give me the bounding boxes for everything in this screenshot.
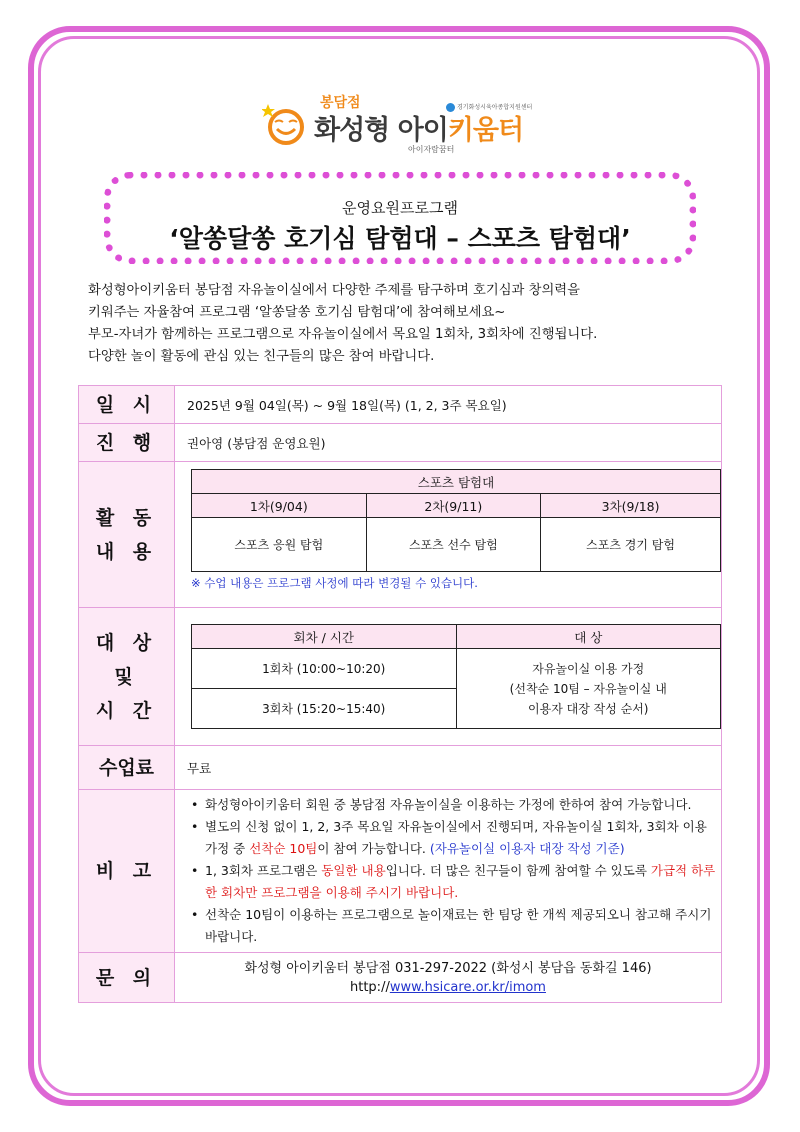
session-cell: 3차(9/18): [541, 494, 721, 518]
activity-sessions-row: [192, 494, 721, 518]
remarks-value: [175, 790, 722, 953]
org-logo-icon: [446, 103, 455, 112]
remark-text: 이 참여 가능합니다.: [317, 841, 430, 856]
contact-info: 화성형 아이키움터 봉담점 031-297-2022 (화성시 봉담읍 동화길 146): [244, 960, 652, 976]
target-cell: [456, 649, 721, 729]
remark-highlight: 가급적 하루 한 회차만 프로그램을 이용해 주시기 바랍니다.: [205, 863, 716, 900]
content-cell: 스포츠 경기 탐험: [541, 518, 721, 572]
target-column-header: 대 상: [456, 625, 721, 649]
remark-item: [191, 860, 717, 904]
logo: [262, 88, 552, 154]
activity-table: [191, 469, 721, 572]
remarks-row: [79, 790, 722, 953]
date-label: 일 시: [79, 386, 175, 424]
schedule-table: [191, 624, 721, 729]
homepage-link[interactable]: www.hsicare.or.kr/imom: [389, 979, 546, 995]
target-label-line: 및: [114, 665, 139, 688]
date-row: [79, 386, 722, 424]
contact-row: [79, 953, 722, 1003]
org-logo: [446, 102, 532, 112]
remark-item: [191, 816, 717, 860]
remarks-list: [175, 790, 721, 952]
fee-label: 수업료: [79, 746, 175, 790]
target-line: (선착순 10팀 – 자유놀이실 내: [509, 681, 667, 696]
intro-text: [88, 280, 728, 368]
change-notice: ※ 수업 내용은 프로그램 사정에 따라 변경될 수 있습니다.: [191, 576, 478, 590]
target-label-line: 시 간: [95, 699, 158, 722]
remark-note: (자유놀이실 이용자 대장 작성 기준): [429, 841, 625, 856]
date-value: 2025년 9월 04일(목) ~ 9월 18일(목) (1, 2, 3주 목요일): [175, 386, 722, 424]
activity-value: [175, 462, 722, 608]
intro-line: 다양한 놀이 활동에 관심 있는 친구들의 많은 참여 바랍니다.: [88, 349, 435, 364]
activity-table-title: 스포츠 탐험대: [192, 470, 721, 494]
remark-text: 1, 3회차 프로그램은: [205, 863, 322, 878]
title-subtitle: 운영요원프로그램: [342, 199, 458, 217]
intro-line: 부모-자녀가 함께하는 프로그램으로 자유놀이실에서 목요일 1회차, 3회차에 진행됩니다.: [88, 327, 598, 342]
session-cell: 2차(9/11): [366, 494, 541, 518]
activity-label-line: 활 동: [95, 506, 158, 529]
logo-branch: 봉담점: [320, 95, 361, 111]
time-cell: 3회차 (15:20~15:40): [192, 689, 457, 729]
content-cell: 스포츠 응원 탐험: [192, 518, 367, 572]
remark-text: 별도의 신청 없이 1, 2, 3주 목요일 자유놀이실에서 진행되며, 자유놀이실 1회차, 3회차 이용가정 중: [205, 819, 707, 856]
fee-row: [79, 746, 722, 790]
host-label: 진 행: [79, 424, 175, 462]
intro-line: 키워주는 자율참여 프로그램 ‘알쏭달쏭 호기심 탐험대’에 참여해보세요~: [88, 305, 506, 320]
title-box: [104, 172, 696, 264]
fee-value: 무료: [175, 746, 722, 790]
host-value: 권아영 (봉담점 운영요원): [175, 424, 722, 462]
url-prefix: http://: [350, 979, 390, 995]
org-name: 경기화성시육아종합지원센터: [457, 104, 533, 111]
contact-url: [175, 978, 721, 997]
logo-subtitle: 아이자람꿈터: [408, 145, 455, 154]
remark-item: • 화성형아이키움터 회원 중 봉담점 자유놀이실을 이용하는 가정에 한하여 참여 가능합니다.: [191, 794, 717, 816]
target-line: 이용자 대장 작성 순서): [528, 701, 649, 716]
intro-line: 화성형아이키움터 봉담점 자유놀이실에서 다양한 주제를 탐구하며 호기심과 창의력을: [88, 283, 580, 298]
remark-highlight: 선착순 10팀: [249, 841, 318, 856]
remark-text: 입니다. 더 많은 친구들이 함께 참여할 수 있도록: [385, 863, 651, 878]
activity-label: [79, 462, 175, 608]
contact-value: [175, 953, 722, 1003]
smiley-face-icon: [262, 102, 308, 146]
activity-row: [79, 462, 722, 608]
remark-item: • 선착순 10팀이 이용하는 프로그램으로 놀이재료는 한 팀당 한 개씩 제공되오니 참고해 주시기 바랍니다.: [191, 904, 717, 948]
target-line: 자유놀이실 이용 가정: [532, 661, 645, 676]
logo-name: [314, 108, 523, 147]
activity-table-header: [192, 470, 721, 494]
time-cell: 1회차 (10:00~10:20): [192, 649, 457, 689]
activity-contents-row: [192, 518, 721, 572]
activity-label-line: 내 용: [95, 540, 158, 563]
logo-name-accent: 키움터: [447, 115, 524, 146]
schedule-header: [192, 625, 721, 649]
time-column-header: 회차 / 시간: [192, 625, 457, 649]
remarks-label: 비 고: [79, 790, 175, 953]
host-row: [79, 424, 722, 462]
page-title: ‘알쏭달쏭 호기심 탐험대 – 스포츠 탐험대’: [169, 224, 631, 253]
remark-highlight: 동일한 내용: [321, 863, 386, 878]
logo-name-main: 화성형 아이: [314, 115, 448, 146]
target-row: [79, 608, 722, 746]
session-cell: 1차(9/04): [192, 494, 367, 518]
info-table: [78, 385, 722, 1003]
target-label: [79, 608, 175, 746]
contact-label: 문 의: [79, 953, 175, 1003]
target-value: [175, 608, 722, 746]
content-cell: 스포츠 선수 탐험: [366, 518, 541, 572]
schedule-row: [192, 649, 721, 689]
target-label-line: 대 상: [95, 631, 158, 654]
